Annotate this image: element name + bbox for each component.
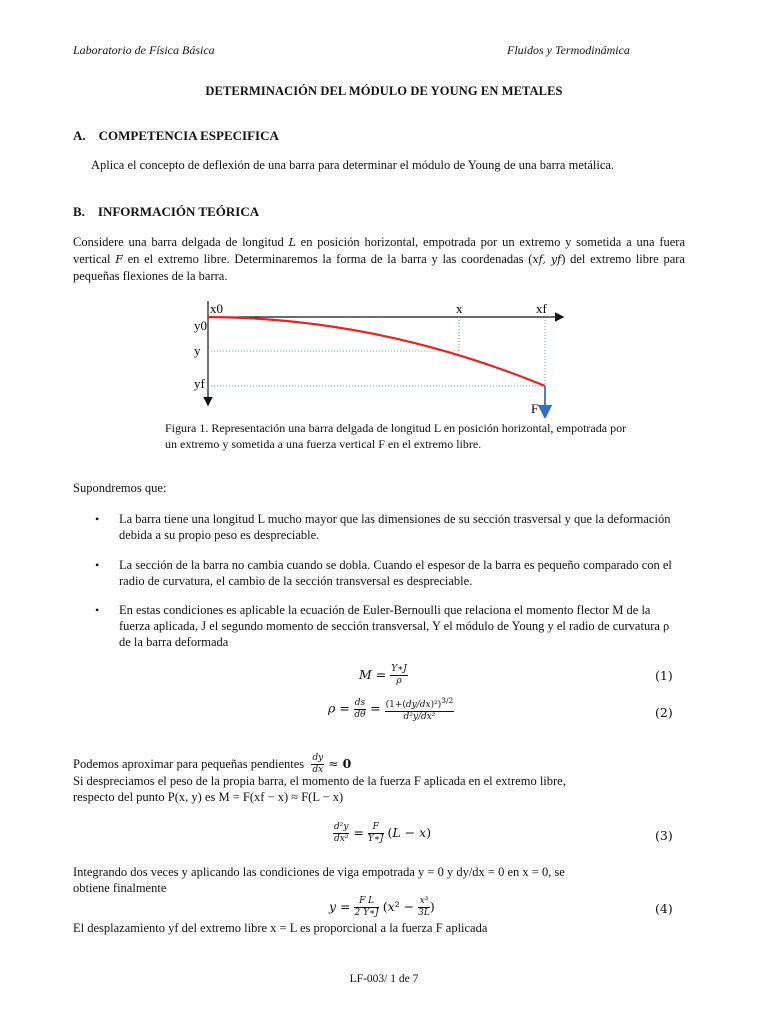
assumptions-lead: Supondremos que: — [73, 481, 167, 495]
intro-F-symbol: F — [115, 253, 123, 266]
integrate-text-line-2: obtiene finalmente — [73, 881, 167, 895]
equation-3-number: (3) — [655, 828, 673, 843]
equation-1: M = $\frac{Y∗J}{\rho}$ — [359, 664, 407, 686]
header-course-name: Fluidos y Termodinámica — [507, 43, 630, 57]
equation-4-number: (4) — [655, 901, 673, 916]
label-x0: x0 — [210, 301, 223, 316]
page-title: DETERMINACIÓN DEL MÓDULO DE YOUNG EN METALES — [205, 84, 563, 98]
assumption-item: La sección de la barra no cambia cuando se dobla. Cuando el espesor de la barra es pequeño comparado con el radio de curvatura, el cambio de la sección transversal es despreciable. — [119, 558, 672, 588]
intro-coords: xf, yf — [532, 253, 562, 266]
label-xf: xf — [536, 301, 547, 316]
label-y: y — [194, 343, 201, 358]
label-yf: yf — [194, 376, 205, 391]
moment-text-line-2: respecto del punto P(x, y) es M = F(xf − x) ≈ F(L − x) — [73, 790, 344, 804]
section-b-heading: B. INFORMACIÓN TEÓRICA — [73, 204, 260, 219]
bullet-dot: • — [95, 512, 100, 526]
label-y0: y0 — [194, 318, 207, 333]
section-a-heading: A. COMPETENCIA ESPECIFICA — [73, 128, 279, 143]
equation-2-number: (2) — [655, 705, 673, 720]
equation-1-number: (1) — [655, 668, 673, 683]
final-text: El desplazamiento yf del extremo libre x = L es proporcional a la fuerza F aplicada — [73, 921, 488, 935]
label-x: x — [456, 301, 463, 316]
intro-part-3: en el extremo libre. Determinaremos la forma de la barra y las coordenadas ( — [122, 252, 533, 266]
figure-caption: Figura 1. Representación una barra delgada de longitud L en posición horizontal, empotrada por un extremo y sometida a una fuerza vertical F en el extremo libre. — [165, 421, 627, 451]
bullet-dot: • — [95, 558, 100, 572]
section-b-intro — [73, 234, 685, 284]
label-F: F — [531, 401, 539, 416]
intro-part-2: en posición horizontal, empotrada por un extremo y sometida a una fuera vertical — [73, 235, 685, 266]
intro-part-4: ) del extremo libre para pequeñas flexiones de la barra. — [73, 252, 685, 283]
section-a-text: Aplica el concepto de deflexión de una barra para determinar el módulo de Young de una barra metálica. — [91, 158, 615, 172]
equation-3: $\frac{\text{d²y}}{\text{dx²}}$ = $\frac{F}{Y∗J}$ (L − x) — [334, 822, 432, 844]
assumption-item: La barra tiene una longitud L mucho mayor que las dimensiones de su sección trasversal y que la deformación debida a su propio peso es despreciable. — [119, 512, 671, 542]
header-lab-name: Laboratorio de Física Básica — [73, 43, 215, 57]
approx-formula: $\frac{dy}{dx}$ ≈ 0 — [312, 753, 352, 775]
equation-2: ρ = $\frac{ds}{d\theta}$ = $\frac{(1+(dy/dx)^2)^{3/2}}{\text{d²y/dx²}}$ — [328, 696, 454, 722]
intro-L-symbol: L — [288, 236, 296, 249]
intro-part-1: Considere una barra delgada de longitud — [73, 235, 289, 249]
approx-label: Podemos aproximar para pequeñas pendientes — [73, 757, 305, 771]
integrate-text-line-1: Integrando dos veces y aplicando las condiciones de viga empotrada y = 0 y dy/dx = 0 en x = 0, se — [73, 865, 565, 879]
assumption-item: En estas condiciones es aplicable la ecuación de Euler-Bernoulli que relaciona el momento flector M de la fuerza aplicada, J el segundo momento de sección transversal, Y el módulo de Young y el radio de curvatura ρ de la barra deformada — [119, 603, 670, 649]
beam-deflection-figure — [180, 296, 580, 418]
deflected-beam-curve — [208, 317, 545, 386]
page-footer: LF-003/ 1 de 7 — [349, 973, 419, 985]
equation-4: y = $\frac{\text{F L}}{2 Y∗J}$ (x² − $\frac{\text{x³}}{3L}$ ) — [329, 896, 435, 918]
bullet-dot: • — [95, 603, 100, 617]
moment-text-line-1: Si despreciamos el peso de la propia barra, el momento de la fuerza F aplicada en el extremo libre, — [73, 774, 566, 788]
